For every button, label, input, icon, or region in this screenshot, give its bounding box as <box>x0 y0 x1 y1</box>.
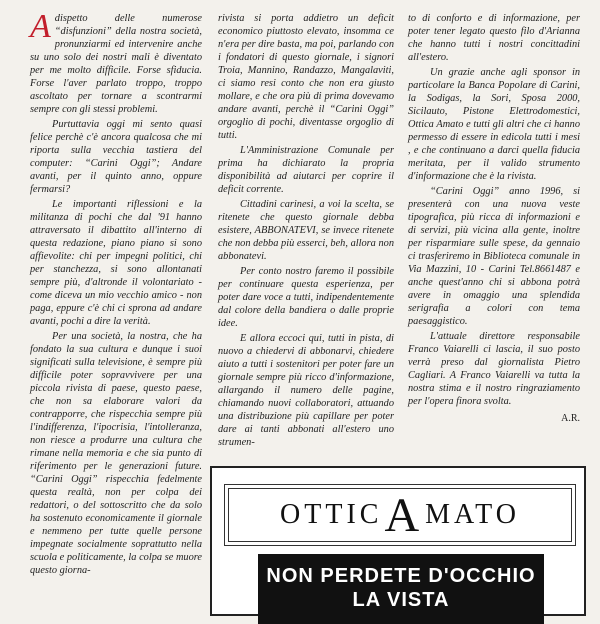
article-paragraph: Le importanti riflessioni e la militanza di pochi che dal '91 hanno attraversato il dibattito all'interno di questa redazione, piano piano si sono affievolite: chi per impegni politici, chi per stanchezza, si sono allontanati sempre più, d'altronde il volontariato - come diceva un mio vecchio amico - non paga, eppure c'è chi ci sprona ad andare avanti, pochi a dire la verità. <box>30 199 202 327</box>
ad-slogan-banner <box>258 554 544 624</box>
logo-text-mato: MATO <box>425 499 520 530</box>
article-column-2 <box>218 12 394 451</box>
article-paragraph: L'attuale direttore responsabile Franco Vaiarelli ci lascia, il suo posto verrà preso dal giornalista Pietro Cagliari. A Franco Vaiarelli va tutta la nostra stima e il nostro ringraziamento per l'opera finora svolta. <box>408 331 580 407</box>
author-signature: A.R. <box>561 413 580 424</box>
drop-cap: A <box>30 8 51 45</box>
article-paragraph-text: dispetto delle numerose “disfunzioni” della nostra società, pronunziarmi ed intervenire anche su uno solo dei nostri mali è diventato per me molto difficile. Forse sfiducia. Forse l'aver parlato troppo, troppo ascoltato per tornare a scontrarmi sempre con gli stessi problemi. <box>30 13 202 115</box>
article-paragraph: to di conforto e di informazione, per poter tener legato questo filo d'Arianna che hanno tutti i nostri concittadini all'estero. <box>408 13 580 63</box>
ad-slogan-line-2: LA VISTA <box>352 589 450 611</box>
article-paragraph: Un grazie anche agli sponsor in particolare la Banca Popolare di Carini, la Sodigas, la Sori, Sposa 2000, Sicilauto, Pistone Elettrodomestici, Ottica Amato e tutti gli altri che ci hanno permesso di essere in edicola tutti i mesi , e che continuano a darci quella fiducia meritata, per il valido strumento d'informazione che è la rivista. <box>408 67 580 182</box>
logo-text-ottic: OTTIC <box>280 499 383 530</box>
article-paragraph: rivista si porta addietro un deficit economico piuttosto elevato, insomma ce n'era per dire basta, ma poi, parlando con i fondatori di questo giornale, i signori Troia, Mannino, Randazzo, Mangalaviti, ci siamo resi conto che non era giusto mollare, e che ora più di prima dovevamo andare avanti, perchè il “Carini Oggi” orgoglio di pochi, diventasse orgoglio di tutti. <box>218 13 394 141</box>
advertisement-ottica-amato <box>210 466 586 616</box>
ad-slogan-line-1: NON PERDETE D'OCCHIO <box>266 565 536 587</box>
article-paragraph: E allora eccoci qui, tutti in pista, di nuovo a chiedervi di abbonarvi, chiedere aiuto a tutti i sostenitori per poter fare un giornale sempre più ricco d'informazione, allargando il numero delle pagine, chiamando nuovi collaboratori, attuando una distribuzione più capillare per poter dare ai tanti abbonati all'estero uno strumen- <box>218 333 394 448</box>
article-paragraph <box>30 8 202 116</box>
article-paragraph: Purtuttavia oggi mi sento quasi felice perchè c'è ancora qualcosa che mi riporta sulla vecchia tastiera del computer: “Carini Oggi”; Andare avanti, per il quinto anno, oppure fermarsi? <box>30 119 202 195</box>
logo-text-a: A <box>384 488 424 542</box>
article-paragraph: Cittadini carinesi, a voi la scelta, se ritenete che questo giornale debba esistere, ABBONATEVI, se invece ritenete che non debba più esserci, beh, allora non abbonatevi. <box>218 199 394 262</box>
article-column-3 <box>408 12 580 425</box>
article-paragraph: L'Amministrazione Comunale per prima ha dichiarato la propria disponibilità ad aiutarci per coprire il deficit corrente. <box>218 145 394 195</box>
article-paragraph: Per conto nostro faremo il possibile per continuare questa esperienza, per poter dare voce a tutti, indipendentemente dal colore della bandiera o dalle proprie idee. <box>218 266 394 329</box>
ottica-amato-logo <box>229 489 571 541</box>
article-paragraph: “Carini Oggi” anno 1996, si presenterà con una nuova veste tipografica, più ricca di informazioni e di servizi, più vicina alla gente, inoltre per risparmiare sulle spese, da gennaio ci trasferiremo in Biblioteca comunale in Via Mazzini, 10 - Carini Tel.8661487 e anche quest'anno chi si abbona potrà avere in omaggio una splendida serigrafia a colori con tema paesaggistico. <box>408 186 580 327</box>
article-column-1 <box>30 8 202 579</box>
ad-logo-frame <box>228 488 572 542</box>
article-paragraph: Per una società, la nostra, che ha fondato la sua cultura e dunque i suoi significati sulla televisione, è sempre più difficile poter sopravvivere per una piccola rivista di paese, questo paese, che non sa elaborare valori da contrapporre, che rispecchia sempre più l'indifferenza, l'ipocrisia, l'intolleranza, non riesce a produrre una cultura che rimane nella memoria e che sia punto di riferimento per le generazioni future. “Carini Oggi” rispecchia fedelmente questa realtà, non per colpa dei redattori, o del sottoscritto che da solo ha sostenuto economicamente il giornale e nemmeno per tutte quelle persone impegnate socialmente soprattutto nella scuola e politicamente, la colpa se muore questo giorna- <box>30 331 202 576</box>
